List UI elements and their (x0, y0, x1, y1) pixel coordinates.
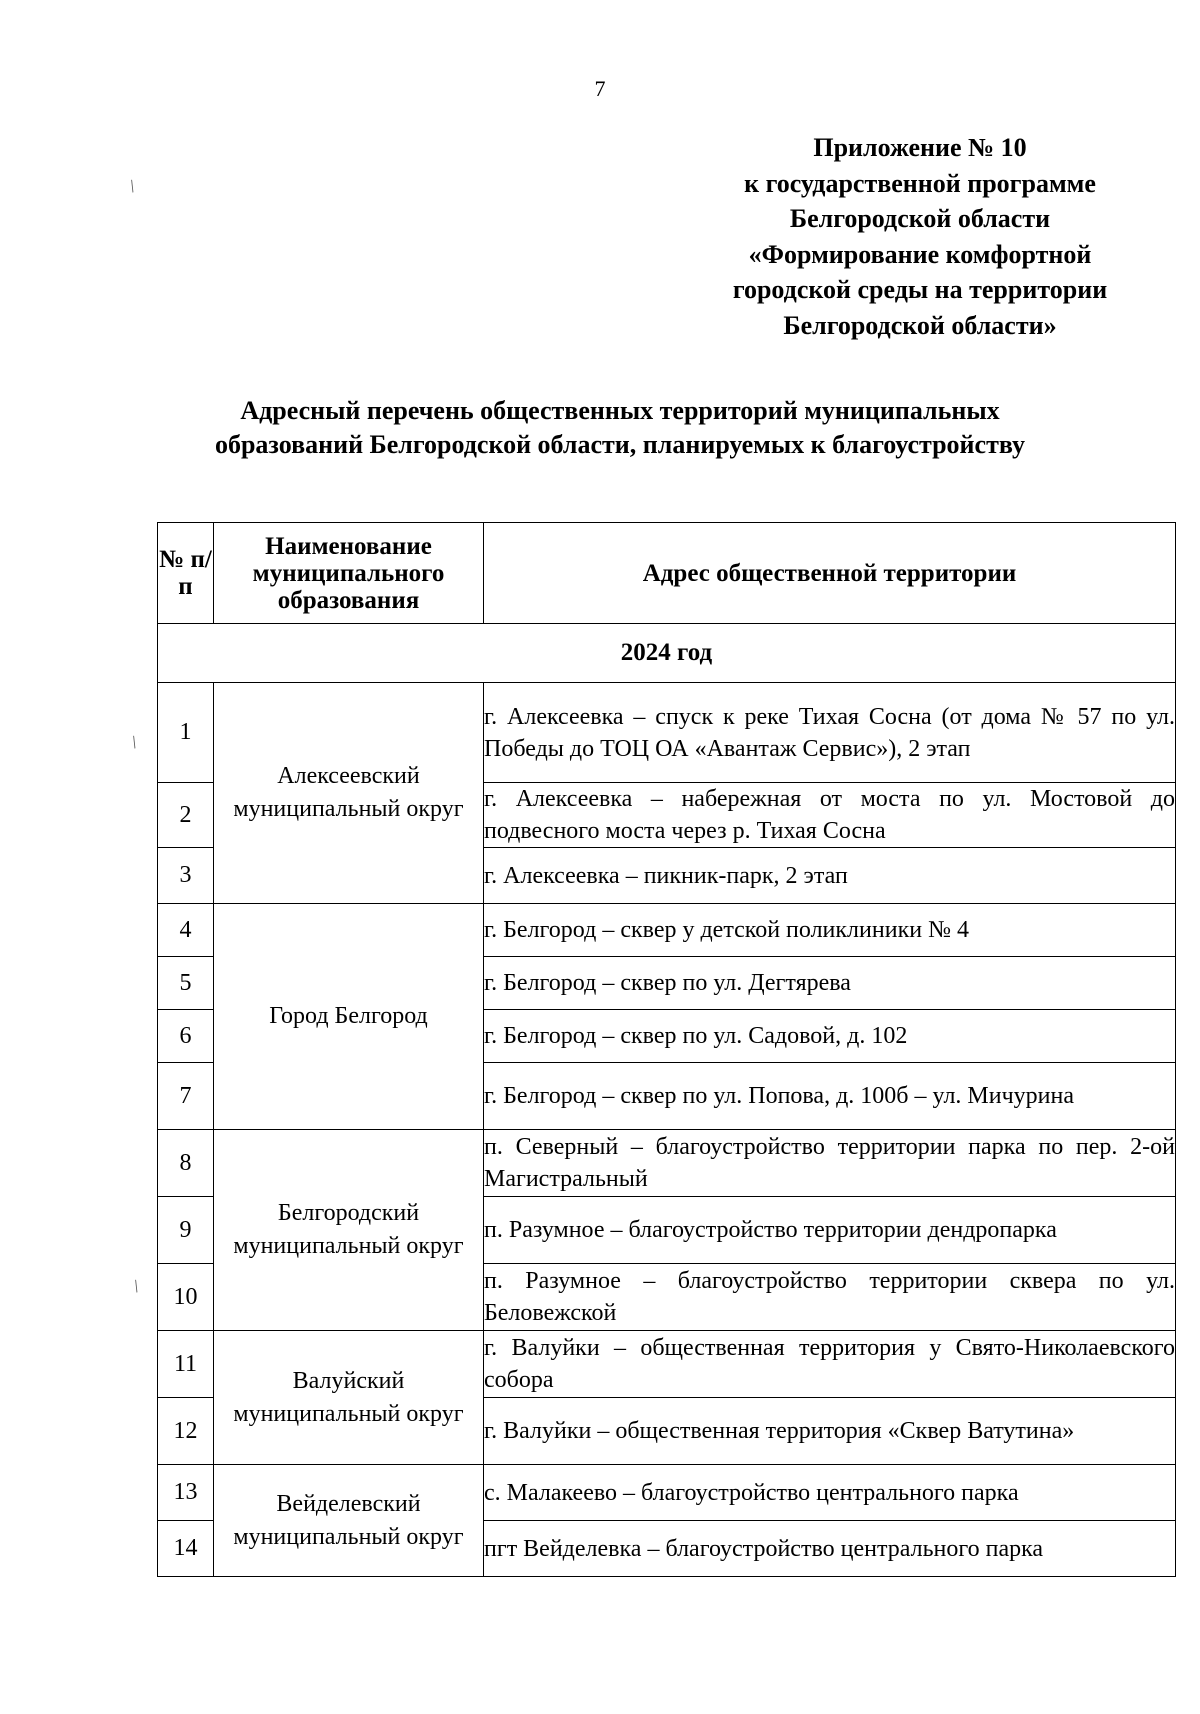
row-num: 12 (158, 1398, 214, 1465)
scan-mark: / (127, 731, 141, 753)
row-num: 2 (158, 783, 214, 848)
row-num: 10 (158, 1264, 214, 1331)
address-cell: пгт Вейделевка – благоустройство центрального парка (484, 1521, 1176, 1577)
address-cell: с. Малакеево – благоустройство центрального парка (484, 1465, 1176, 1521)
row-num: 11 (158, 1331, 214, 1398)
address-cell: г. Белгород – сквер по ул. Садовой, д. 102 (484, 1010, 1176, 1063)
address-cell: п. Северный – благоустройство территории парка по пер. 2-ой Магистральный (484, 1130, 1176, 1197)
appendix-line: «Формирование комфортной (748, 239, 1092, 269)
row-num: 3 (158, 848, 214, 904)
scan-mark: / (129, 1275, 143, 1297)
appendix-line: к государственной программе (744, 168, 1096, 198)
address-cell: г. Алексеевка – набережная от моста по ул. Мостовой до подвесного моста через р. Тихая Сосна (484, 783, 1176, 848)
row-num: 9 (158, 1197, 214, 1264)
municipality-cell: Белгородский муниципальный округ (214, 1130, 484, 1331)
address-cell: г. Валуйки – общественная территория «Сквер Ватутина» (484, 1398, 1176, 1465)
row-num: 13 (158, 1465, 214, 1521)
row-num: 5 (158, 957, 214, 1010)
appendix-line: городской среды на территории (732, 275, 1108, 304)
year-label: 2024 год (158, 624, 1176, 683)
row-num: 1 (158, 683, 214, 783)
row-num: 4 (158, 904, 214, 957)
scan-mark: / (125, 175, 139, 197)
address-cell: г. Белгород – сквер у детской поликлиники № 4 (484, 904, 1176, 957)
address-cell: г. Алексеевка – спуск к реке Тихая Сосна (от дома № 57 по ул. Победы до ТОЦ ОА «Авантаж Сервис»), 2 этап (484, 683, 1176, 783)
table-row (158, 1130, 1176, 1197)
address-cell: п. Разумное – благоустройство территории сквера по ул. Беловежской (484, 1264, 1176, 1331)
appendix-header (700, 130, 1140, 343)
table-row (158, 1331, 1176, 1398)
title-line: Адресный перечень общественных территорий муниципальных (240, 396, 1000, 425)
page-number: 7 (594, 76, 606, 101)
appendix-line: Приложение № 10 (813, 133, 1027, 162)
row-num: 7 (158, 1063, 214, 1130)
year-row (158, 624, 1176, 683)
municipality-cell: Вейделевский муниципальный округ (214, 1465, 484, 1577)
row-num: 8 (158, 1130, 214, 1197)
table-header-row (158, 523, 1176, 624)
appendix-line: Белгородской области» (783, 310, 1057, 340)
header-address: Адрес общественной территории (484, 523, 1176, 624)
row-num: 14 (158, 1521, 214, 1577)
appendix-line: Белгородской области (789, 204, 1051, 233)
header-num: № п/ п (158, 523, 214, 624)
document-title (180, 394, 1060, 462)
address-cell: г. Алексеевка – пикник-парк, 2 этап (484, 848, 1176, 904)
row-num: 6 (158, 1010, 214, 1063)
table-row (158, 904, 1176, 957)
address-cell: г. Валуйки – общественная территория у Свято-Николаевского собора (484, 1331, 1176, 1398)
title-line: образований Белгородской области, планируемых к благоустройству (214, 430, 1026, 459)
municipality-cell: Алексеевский муниципальный округ (214, 683, 484, 904)
address-cell: г. Белгород – сквер по ул. Дегтярева (484, 957, 1176, 1010)
municipality-cell: Город Белгород (214, 904, 484, 1130)
municipality-cell: Валуйский муниципальный округ (214, 1331, 484, 1465)
table-row (158, 1465, 1176, 1521)
address-cell: п. Разумное – благоустройство территории дендропарка (484, 1197, 1176, 1264)
table-row (158, 683, 1176, 783)
territory-table (157, 522, 1176, 1577)
header-municipality: Наименование муниципального образования (214, 523, 484, 624)
address-cell: г. Белгород – сквер по ул. Попова, д. 100б – ул. Мичурина (484, 1063, 1176, 1130)
